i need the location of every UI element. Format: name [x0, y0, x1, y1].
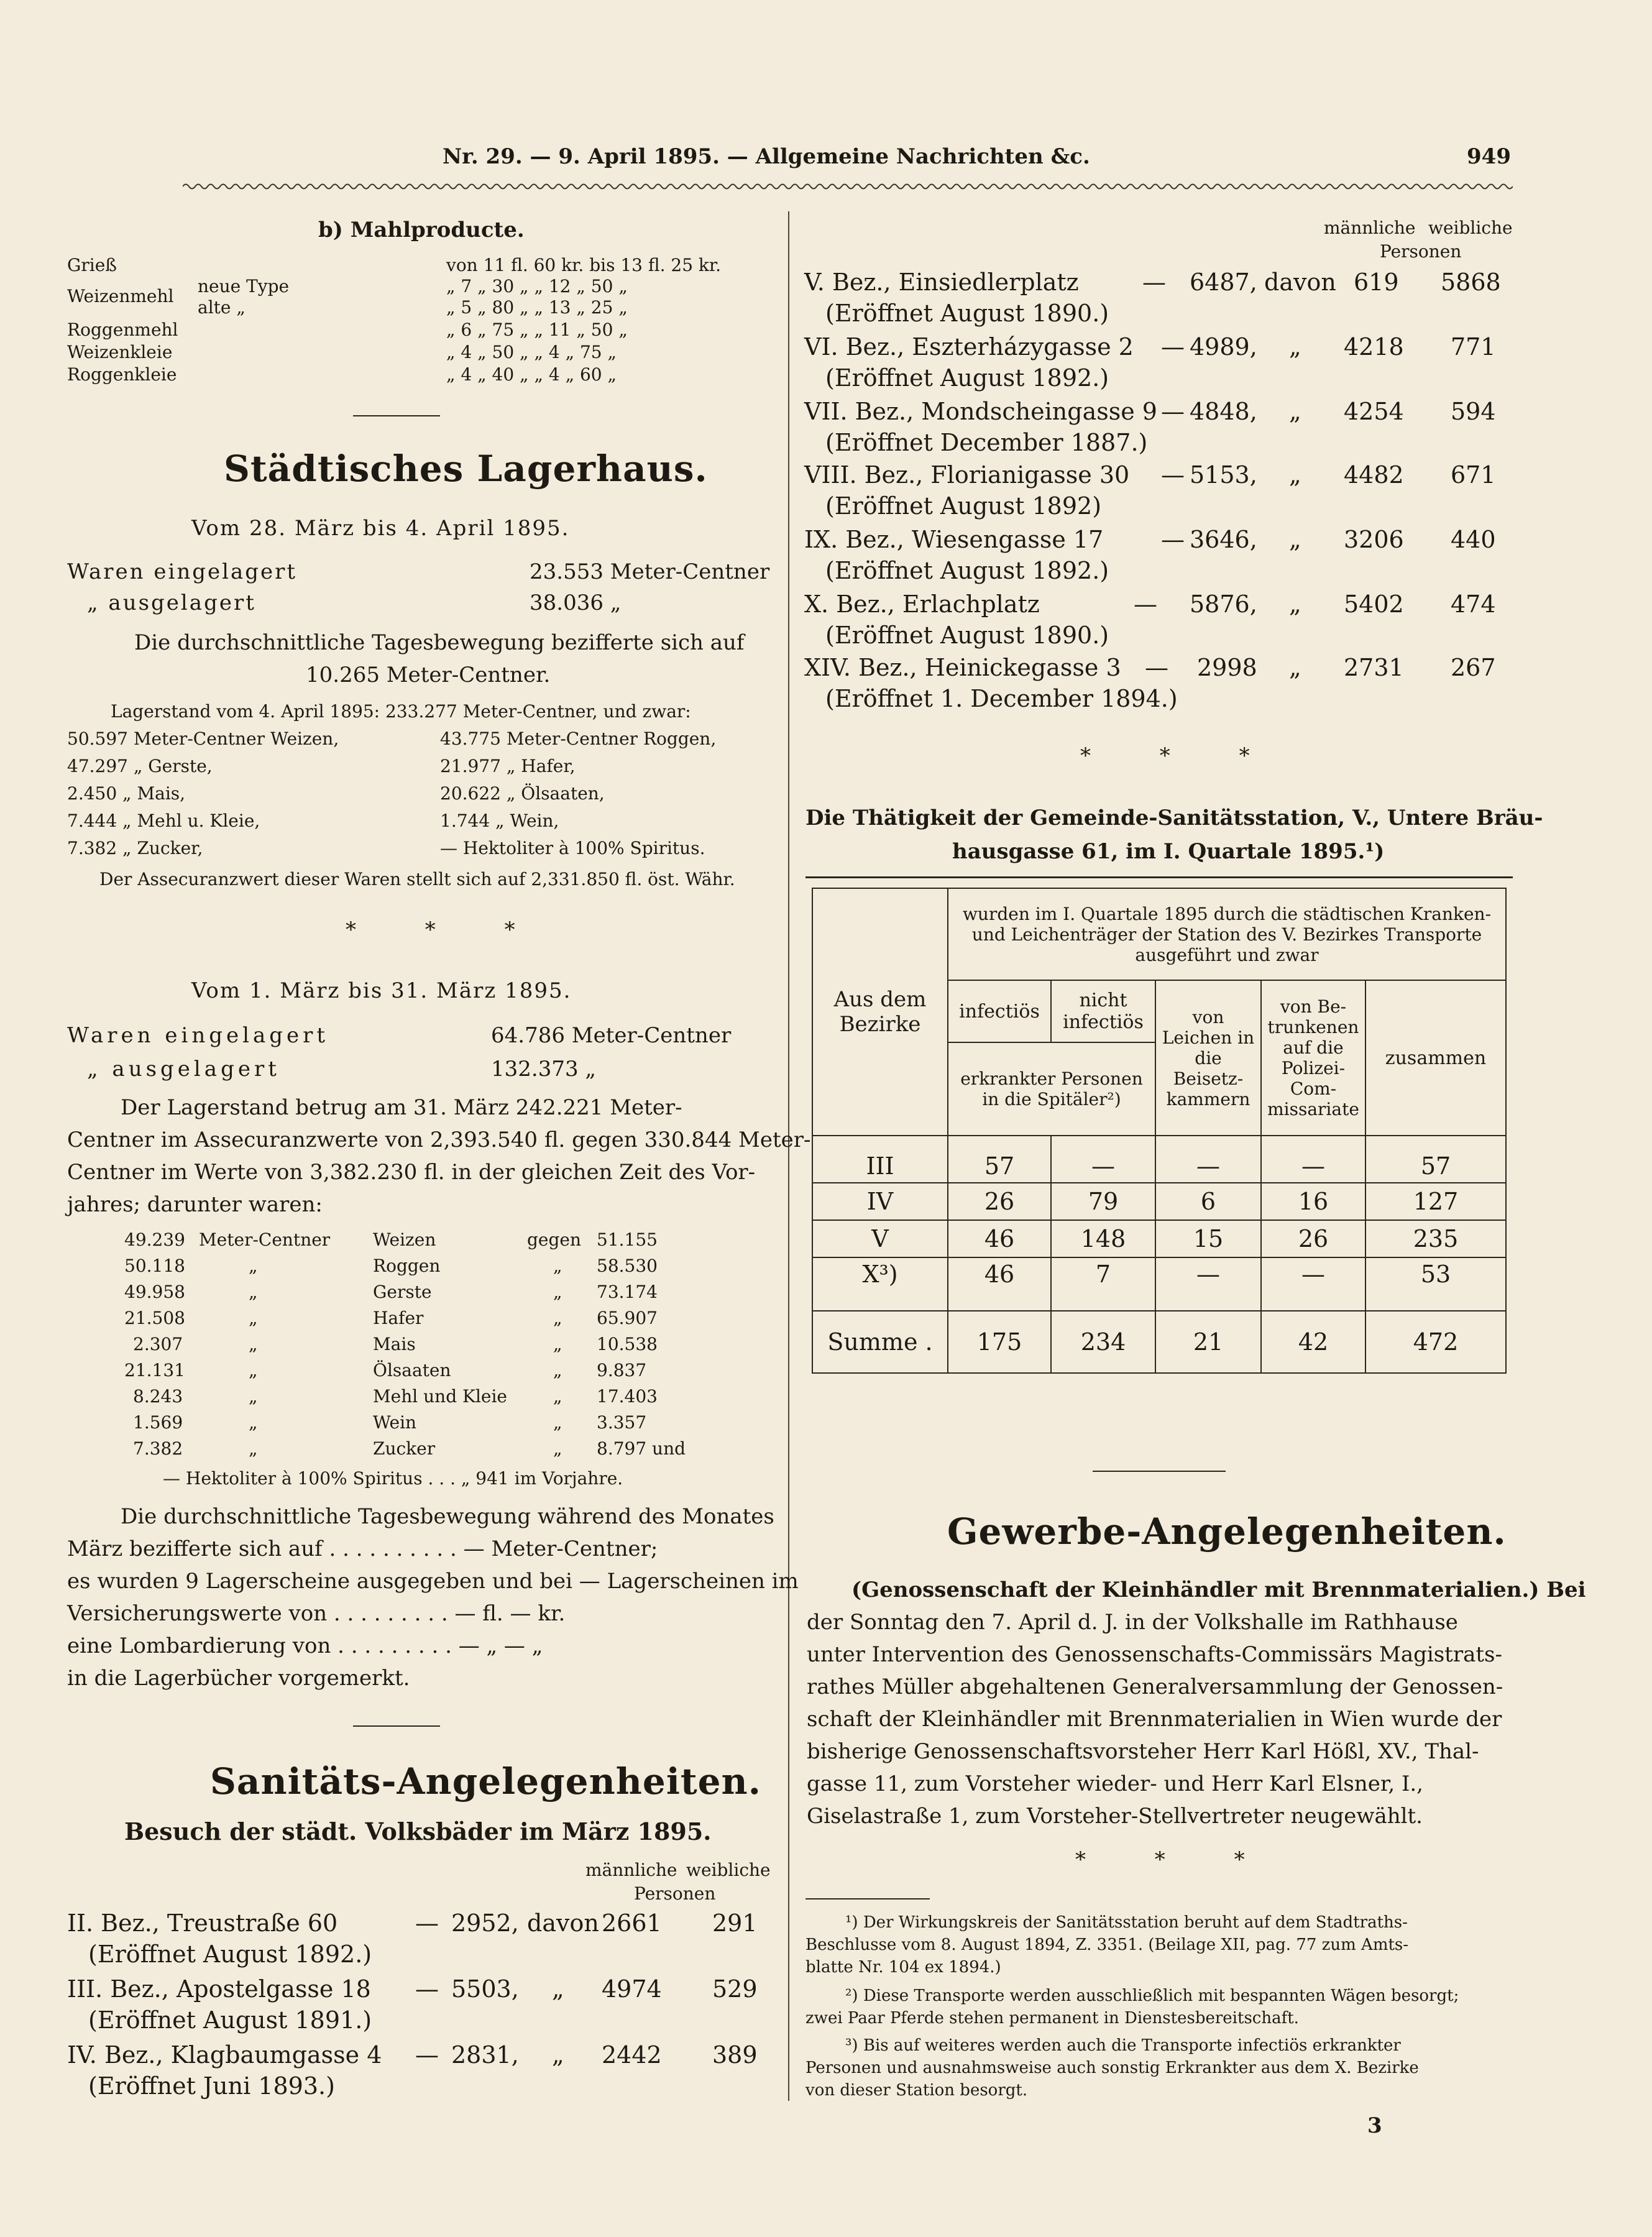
- head-leichen: von Leichen in die Beisetz-kammern: [1155, 980, 1261, 1136]
- stock-item: 20.622 „ Ölsaaten,: [440, 783, 605, 804]
- compare-value: 2.307: [133, 1334, 183, 1354]
- text-line: Der Lagerstand betrug am 31. März 242.221 Meter-: [121, 1095, 682, 1120]
- compare-value: 21.131: [124, 1360, 185, 1380]
- cell-zusammen: 472: [1365, 1311, 1506, 1373]
- cell-betrunken: —: [1261, 1136, 1365, 1183]
- sanitaets-title: Sanitäts-Angelegenheiten.: [210, 1760, 761, 1803]
- bath-opened: (Eröffnet August 1892.): [825, 364, 1109, 392]
- compare-gegen: „: [553, 1308, 562, 1328]
- footnote-line: Beschlusse vom 8. August 1894, Z. 3351. (Beilage XII, pag. 77 zum Amts-: [805, 1936, 1409, 1954]
- p2-out-label: „ ausgelagert: [87, 1057, 280, 1082]
- compare-old: 10.538: [597, 1334, 658, 1354]
- compare-table: [124, 1229, 783, 1478]
- cell-leichen: —: [1155, 1136, 1261, 1183]
- cell-leichen: 6: [1155, 1183, 1261, 1220]
- bath-davon: „: [1289, 590, 1301, 618]
- col-head-w: weibliche: [1428, 218, 1513, 238]
- bath-dash: —: [1161, 398, 1185, 425]
- table-row: [812, 1136, 1506, 1183]
- cell-zusammen: 235: [1365, 1220, 1506, 1257]
- bath-w: 440: [1451, 526, 1496, 553]
- compare-unit: „: [249, 1256, 258, 1276]
- footnote-line: Personen und ausnahmsweise auch sonstig Erkrankter aus dem X. Bezirke: [805, 2059, 1419, 2077]
- footnote-line: zwei Paar Pferde stehen permanent in Dienstesbereitschaft.: [805, 2009, 1299, 2028]
- period-1: Vom 28. März bis 4. April 1895.: [191, 516, 570, 541]
- bath-davon: „: [1289, 526, 1301, 553]
- signature-mark: 3: [1367, 2113, 1382, 2138]
- bath-name: X. Bez., Erlachplatz: [804, 590, 1040, 618]
- product-name: Weizenmehl: [67, 286, 174, 306]
- stars-separator: * * *: [346, 917, 546, 942]
- cell-leichen: 15: [1155, 1220, 1261, 1257]
- compare-unit: „: [249, 1360, 258, 1380]
- bath-total: 2952,: [451, 1909, 519, 1937]
- compare-gegen: „: [553, 1386, 562, 1407]
- bath-opened: (Eröffnet 1. December 1894.): [825, 685, 1178, 712]
- bath-total: 3646,: [1190, 526, 1257, 553]
- text-line: der Sonntag den 7. April d. J. in der Volkshalle im Rathhause: [807, 1610, 1458, 1635]
- bath-davon: „: [1289, 398, 1301, 425]
- stock-item: 50.597 Meter-Centner Weizen,: [67, 728, 339, 749]
- bath-name: XIV. Bez., Heinickegasse 3: [804, 654, 1121, 681]
- cell-bezirk: Summe .: [812, 1311, 948, 1373]
- station-table: [812, 888, 1507, 1374]
- baths-right: [804, 269, 1513, 728]
- compare-gegen: „: [553, 1412, 562, 1433]
- station-title-b: hausgasse 61, im I. Quartale 1895.¹): [952, 839, 1385, 864]
- compare-value: 49.958: [124, 1282, 185, 1302]
- footnote-line: von dieser Station besorgt.: [805, 2081, 1028, 2100]
- bath-m: 5402: [1344, 590, 1404, 618]
- bath-m: 4482: [1344, 461, 1404, 489]
- bath-w: 267: [1451, 654, 1496, 681]
- product-name: Roggenmehl: [67, 319, 178, 340]
- cell-bezirk: IV: [812, 1183, 948, 1220]
- bath-total: 2998: [1197, 654, 1257, 681]
- compare-good: Mais: [373, 1334, 416, 1354]
- cell-infectioes: 46: [948, 1220, 1051, 1257]
- compare-unit: „: [249, 1438, 258, 1459]
- p2-in-value: 64.786 Meter-Centner: [491, 1023, 732, 1048]
- bath-total: 2831,: [451, 2041, 519, 2069]
- gewerbe-title: Gewerbe-Angelegenheiten.: [947, 1510, 1507, 1553]
- bath-dash: —: [1145, 654, 1168, 681]
- bath-davon: „: [552, 2041, 564, 2069]
- bath-m: 4254: [1344, 398, 1404, 425]
- bath-m: 3206: [1344, 526, 1404, 553]
- bath-dash: —: [1134, 590, 1157, 618]
- p1-daily-a: Die durchschnittliche Tagesbewegung bezifferte sich auf: [134, 630, 745, 655]
- text-line: bisherige Genossenschaftsvorsteher Herr Karl Hößl, XV., Thal-: [807, 1739, 1479, 1764]
- head-bezirk: Aus dem Bezirke: [812, 888, 948, 1136]
- section-rule: [353, 415, 440, 416]
- stock-item: 7.382 „ Zucker,: [67, 838, 203, 858]
- header-wavy-rule: [183, 182, 1513, 191]
- bath-w: 594: [1451, 398, 1496, 425]
- bath-w: 474: [1451, 590, 1496, 618]
- stock-item: 2.450 „ Mais,: [67, 783, 186, 804]
- footnote-line: ³) Bis auf weiteres werden auch die Transporte infectiös erkrankter: [845, 2036, 1401, 2055]
- bath-m: 4974: [602, 1975, 662, 2003]
- stock-item: 1.744 „ Wein,: [440, 811, 559, 831]
- bath-davon: davon: [1264, 269, 1336, 296]
- compare-unit: „: [249, 1412, 258, 1433]
- compare-unit: „: [249, 1282, 258, 1302]
- stars-separator: * * *: [1075, 1847, 1276, 1872]
- compare-value: 49.239: [124, 1229, 185, 1250]
- bath-dash: —: [1161, 333, 1185, 361]
- p1-in-label: Waren eingelagert: [67, 559, 298, 584]
- bath-name: II. Bez., Treustraße 60: [67, 1909, 338, 1937]
- compare-old: 65.907: [597, 1308, 658, 1328]
- footnote-line: blatte Nr. 104 ex 1894.): [805, 1958, 1001, 1977]
- table-row: [812, 1257, 1506, 1311]
- running-header: Nr. 29. — 9. April 1895. — Allgemeine Nachrichten &c.: [443, 144, 1090, 169]
- product-price: „ 5 „ 80 „ „ 13 „ 25 „: [446, 297, 628, 318]
- head-infectioes: infectiös: [948, 980, 1051, 1042]
- bath-m: 2661: [602, 1909, 662, 1937]
- bath-w: 291: [712, 1909, 758, 1937]
- bath-dash: —: [415, 1975, 439, 2003]
- section-rule: [353, 1725, 440, 1727]
- compare-last: — Hektoliter à 100% Spiritus . . . „ 941 im Vorjahre.: [163, 1468, 623, 1489]
- bath-dash: —: [415, 2041, 439, 2069]
- cell-nicht: —: [1051, 1136, 1155, 1183]
- page-number: 949: [1467, 144, 1511, 169]
- compare-old: 73.174: [597, 1282, 658, 1302]
- p1-in-value: 23.553 Meter-Centner: [530, 559, 770, 584]
- compare-old: 58.530: [597, 1256, 658, 1276]
- col-head-m: männliche: [1324, 218, 1416, 238]
- bath-total: 4848,: [1190, 398, 1257, 425]
- lagerhaus-title: Städtisches Lagerhaus.: [224, 448, 708, 490]
- text-line: Die durchschnittliche Tagesbewegung während des Monates: [121, 1504, 774, 1529]
- bath-m: 2731: [1344, 654, 1404, 681]
- compare-unit: „: [249, 1334, 258, 1354]
- compare-unit: „: [249, 1308, 258, 1328]
- text-line: Centner im Werte von 3,382.230 fl. in der gleichen Zeit des Vor-: [67, 1160, 756, 1185]
- bath-name: III. Bez., Apostelgasse 18: [67, 1975, 371, 2003]
- bath-w: 671: [1451, 461, 1496, 489]
- bath-dash: —: [1161, 526, 1185, 553]
- cell-nicht: 234: [1051, 1311, 1155, 1373]
- cell-zusammen: 127: [1365, 1183, 1506, 1220]
- compare-good: Zucker: [373, 1438, 436, 1459]
- stars-separator: * * *: [1080, 743, 1281, 768]
- bath-w: 5868: [1441, 269, 1501, 296]
- bath-opened: (Eröffnet August 1892.): [825, 557, 1109, 584]
- baths-left: [67, 1909, 782, 2108]
- stock-item: 21.977 „ Hafer,: [440, 756, 576, 776]
- bath-m: 2442: [602, 2041, 662, 2069]
- bath-w: 771: [1451, 333, 1496, 361]
- cell-nicht: 148: [1051, 1220, 1155, 1257]
- cell-betrunken: 42: [1261, 1311, 1365, 1373]
- product-price: „ 7 „ 30 „ „ 12 „ 50 „: [446, 276, 628, 296]
- baths-subtitle: Besuch der städt. Volksbäder im März 1895.: [124, 1817, 712, 1845]
- compare-gegen: „: [553, 1360, 562, 1380]
- bath-name: IX. Bez., Wiesengasse 17: [804, 526, 1104, 553]
- table-row: [812, 1220, 1506, 1257]
- footnote-line: ²) Diese Transporte werden ausschließlich mit bespannten Wägen besorgt;: [845, 1987, 1459, 2005]
- compare-good: Ölsaaten: [373, 1360, 451, 1380]
- bath-davon: „: [1289, 333, 1301, 361]
- product-price: von 11 fl. 60 kr. bis 13 fl. 25 kr.: [446, 255, 722, 275]
- text-line: gasse 11, zum Vorsteher wieder- und Herr Karl Elsner, I.,: [807, 1771, 1423, 1796]
- compare-gegen: gegen: [527, 1229, 582, 1250]
- bath-m: 619: [1354, 269, 1399, 296]
- compare-good: Roggen: [373, 1256, 441, 1276]
- text-line: jahres; darunter waren:: [67, 1192, 323, 1217]
- bath-dash: —: [1161, 461, 1185, 489]
- compare-old: 3.357: [597, 1412, 647, 1433]
- head-top: wurden im I. Quartale 1895 durch die städtischen Kranken- und Leichenträger der Station des V. Bezirkes Transporte ausgeführt und zwar: [948, 888, 1506, 980]
- bath-m: 4218: [1344, 333, 1404, 361]
- bath-total: 5153,: [1190, 461, 1257, 489]
- cell-betrunken: 16: [1261, 1183, 1365, 1220]
- period-2: Vom 1. März bis 31. März 1895.: [191, 978, 572, 1003]
- compare-old: 9.837: [597, 1360, 647, 1380]
- cell-infectioes: 175: [948, 1311, 1051, 1373]
- text-line: unter Intervention des Genossenschafts-Commissärs Magistrats-: [807, 1642, 1502, 1667]
- product-price: „ 4 „ 50 „ „ 4 „ 75 „: [446, 342, 617, 362]
- section-rule: [1093, 1471, 1226, 1472]
- station-title-a: Die Thätigkeit der Gemeinde-Sanitätsstation, V., Untere Bräu-: [805, 806, 1543, 830]
- text-line: rathes Müller abgehaltenen Generalversammlung der Genossen-: [807, 1674, 1503, 1699]
- column-divider: [788, 211, 789, 2101]
- bath-w: 389: [712, 2041, 758, 2069]
- stock-item: 43.775 Meter-Centner Roggen,: [440, 728, 717, 749]
- compare-value: 50.118: [124, 1256, 185, 1276]
- product-name: Grieß: [67, 255, 117, 275]
- cell-betrunken: —: [1261, 1257, 1365, 1311]
- bath-total: 5876,: [1190, 590, 1257, 618]
- cell-bezirk: V: [812, 1220, 948, 1257]
- bath-opened: (Eröffnet December 1887.): [825, 429, 1148, 456]
- bath-total: 5503,: [451, 1975, 519, 2003]
- compare-unit: „: [249, 1386, 258, 1407]
- compare-good: Weizen: [373, 1229, 436, 1250]
- bath-name: VII. Bez., Mondscheingasse 9: [804, 398, 1157, 425]
- cell-bezirk: III: [812, 1136, 948, 1183]
- p1-out-value: 38.036 „: [530, 590, 622, 615]
- bath-opened: (Eröffnet August 1892): [825, 492, 1102, 520]
- table-row: [812, 1183, 1506, 1220]
- text-line: März bezifferte sich auf . . . . . . . . . . — Meter-Centner;: [67, 1537, 658, 1561]
- compare-gegen: „: [553, 1334, 562, 1354]
- compare-value: 8.243: [133, 1386, 183, 1407]
- p2-in-label: Waren eingelagert: [67, 1023, 329, 1048]
- stock-list: [67, 728, 776, 871]
- product-price: „ 6 „ 75 „ „ 11 „ 50 „: [446, 319, 628, 340]
- bath-opened: (Eröffnet Juni 1893.): [88, 2072, 335, 2100]
- bath-opened: (Eröffnet August 1891.): [88, 2006, 372, 2034]
- table-sum-row: [812, 1311, 1506, 1373]
- col-head-p: Personen: [1380, 241, 1462, 262]
- bath-dash: —: [1142, 269, 1166, 296]
- cell-betrunken: 26: [1261, 1220, 1365, 1257]
- bath-name: VI. Bez., Eszterházygasse 2: [804, 333, 1134, 361]
- stock-item: — Hektoliter à 100% Spiritus.: [440, 838, 705, 858]
- bath-name: IV. Bez., Klagbaumgasse 4: [67, 2041, 382, 2069]
- head-zusammen: zusammen: [1365, 980, 1506, 1136]
- cell-bezirk: X³): [812, 1257, 948, 1311]
- col-head-w: weibliche: [686, 1860, 771, 1880]
- product-type: alte „: [198, 297, 246, 318]
- p1-out-label: „ ausgelagert: [87, 590, 256, 615]
- p2-out-value: 132.373 „: [491, 1057, 597, 1082]
- bath-name: V. Bez., Einsiedlerplatz: [804, 269, 1079, 296]
- text-line: (Genossenschaft der Kleinhändler mit Brennmaterialien.) Bei: [851, 1578, 1586, 1602]
- product-price: „ 4 „ 40 „ „ 4 „ 60 „: [446, 364, 617, 385]
- bath-name: VIII. Bez., Florianigasse 30: [804, 461, 1130, 489]
- compare-gegen: „: [553, 1282, 562, 1302]
- text-line: in die Lagerbücher vorgemerkt.: [67, 1666, 410, 1691]
- text-line: Centner im Assecuranzwerte von 2,393.540 fl. gegen 330.844 Meter-: [67, 1128, 811, 1152]
- bath-dash: —: [415, 1909, 439, 1937]
- product-name: Weizenkleie: [67, 342, 173, 362]
- compare-good: Wein: [373, 1412, 417, 1433]
- cell-zusammen: 57: [1365, 1136, 1506, 1183]
- cell-zusammen: 53: [1365, 1257, 1506, 1311]
- stock-item: 47.297 „ Gerste,: [67, 756, 213, 776]
- cell-infectioes: 46: [948, 1257, 1051, 1311]
- cell-nicht: 79: [1051, 1183, 1155, 1220]
- col-head-p: Personen: [634, 1883, 716, 1904]
- bath-total: 6487,: [1190, 269, 1257, 296]
- compare-old: 8.797 und: [597, 1438, 686, 1459]
- compare-value: 21.508: [124, 1308, 185, 1328]
- compare-value: 7.382: [133, 1438, 183, 1459]
- compare-good: Mehl und Kleie: [373, 1386, 507, 1407]
- p1-stand: Lagerstand vom 4. April 1895: 233.277 Meter-Centner, und zwar:: [111, 701, 691, 722]
- compare-unit: Meter-Centner: [199, 1229, 331, 1250]
- text-line: es wurden 9 Lagerscheine ausgegeben und bei — Lagerscheinen im: [67, 1569, 799, 1594]
- compare-good: Hafer: [373, 1308, 424, 1328]
- head-nicht: nicht infectiös: [1051, 980, 1155, 1042]
- product-name: Roggenkleie: [67, 364, 177, 385]
- bath-w: 529: [712, 1975, 758, 2003]
- table-top-rule: [805, 876, 1513, 878]
- mahlproducte-title: b) Mahlproducte.: [318, 218, 525, 242]
- cell-infectioes: 57: [948, 1136, 1051, 1183]
- cell-nicht: 7: [1051, 1257, 1155, 1311]
- head-betrunken: von Be-trunkenen auf die Polizei-Com-missariate: [1261, 980, 1365, 1136]
- text-line: schaft der Kleinhändler mit Brennmaterialien in Wien wurde der: [807, 1707, 1502, 1732]
- text-line: eine Lombardierung von . . . . . . . . . — „ — „: [67, 1633, 543, 1658]
- bath-davon: davon: [527, 1909, 599, 1937]
- text-line: Versicherungswerte von . . . . . . . . . — fl. — kr.: [67, 1601, 566, 1626]
- cell-leichen: —: [1155, 1257, 1261, 1311]
- bath-total: 4989,: [1190, 333, 1257, 361]
- text-line: Giselastraße 1, zum Vorsteher-Stellvertreter neugewählt.: [807, 1804, 1423, 1829]
- bath-davon: „: [552, 1975, 564, 2003]
- p1-daily-b: 10.265 Meter-Centner.: [306, 663, 551, 687]
- bath-davon: „: [1289, 654, 1301, 681]
- compare-gegen: „: [553, 1256, 562, 1276]
- bath-opened: (Eröffnet August 1890.): [825, 622, 1109, 649]
- compare-value: 1.569: [133, 1412, 183, 1433]
- bath-opened: (Eröffnet August 1892.): [88, 1941, 372, 1968]
- bath-opened: (Eröffnet August 1890.): [825, 300, 1109, 327]
- col-head-m: männliche: [585, 1860, 677, 1880]
- footnote-rule: [805, 1898, 930, 1899]
- footnote-line: ¹) Der Wirkungskreis der Sanitätsstation beruht auf dem Stadtraths-: [845, 1913, 1408, 1932]
- p1-assec: Der Assecuranzwert dieser Waren stellt sich auf 2,331.850 fl. öst. Währ.: [99, 869, 735, 889]
- compare-good: Gerste: [373, 1282, 432, 1302]
- stock-item: 7.444 „ Mehl u. Kleie,: [67, 811, 260, 831]
- product-type: neue Type: [198, 276, 290, 296]
- cell-leichen: 21: [1155, 1311, 1261, 1373]
- compare-old: 17.403: [597, 1386, 658, 1407]
- compare-gegen: „: [553, 1438, 562, 1459]
- compare-old: 51.155: [597, 1229, 658, 1250]
- bath-davon: „: [1289, 461, 1301, 489]
- cell-infectioes: 26: [948, 1183, 1051, 1220]
- head-erkrankt: erkrankter Personen in die Spitäler²): [948, 1042, 1155, 1136]
